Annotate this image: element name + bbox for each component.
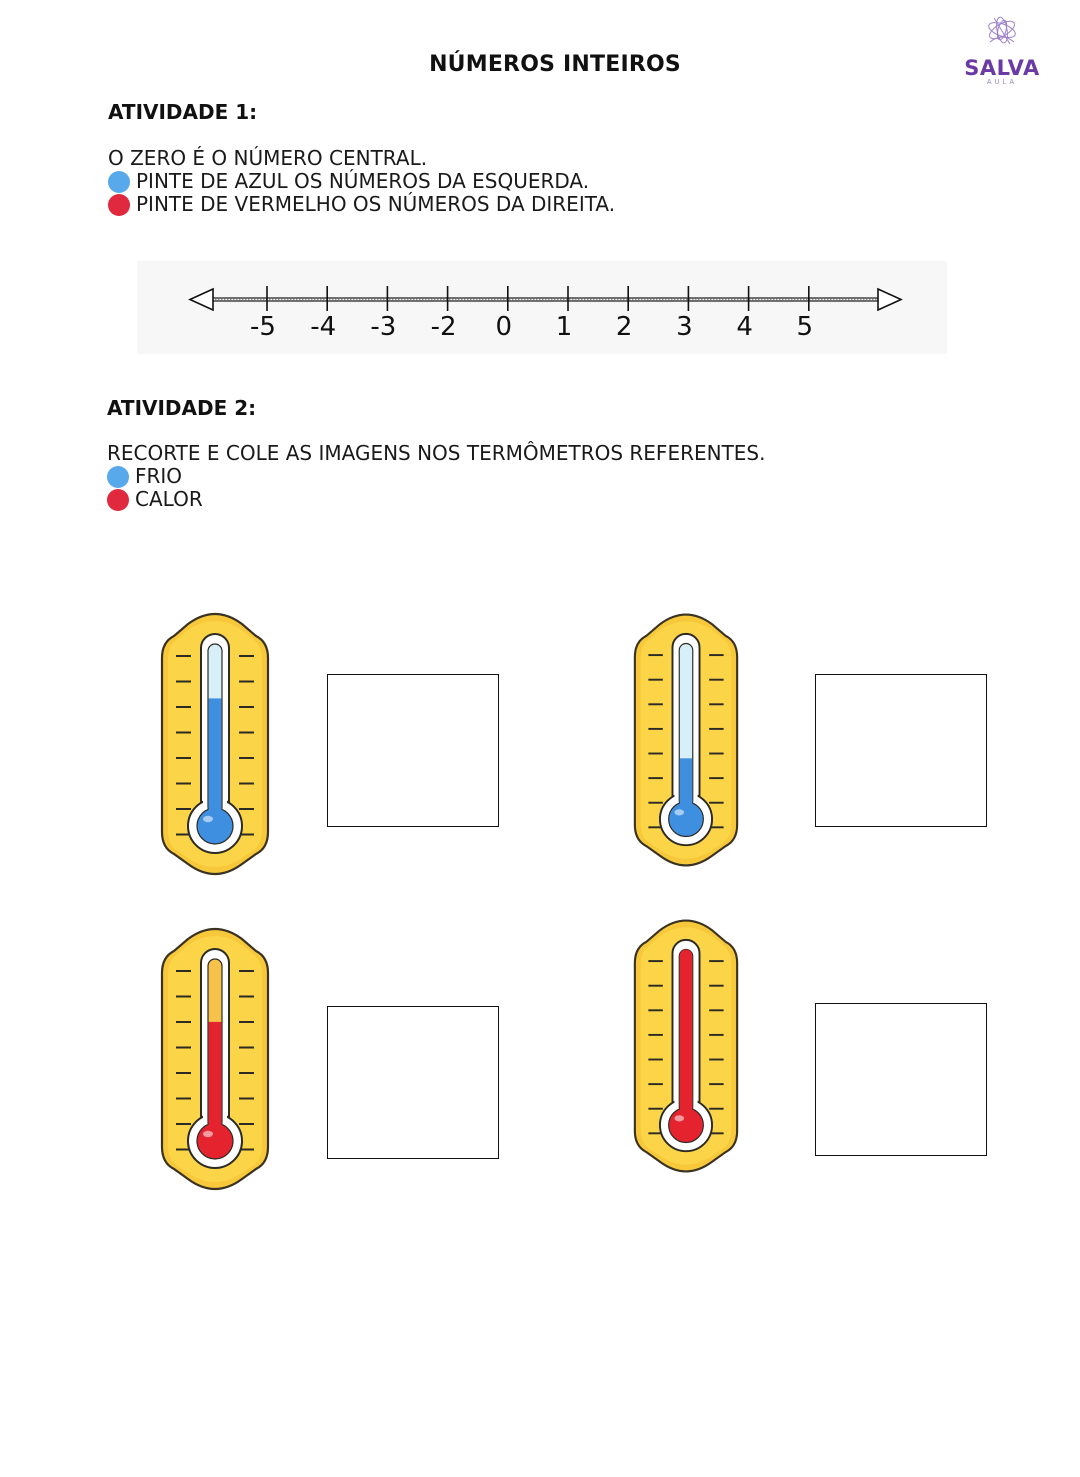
- activity2-intro-text: RECORTE E COLE AS IMAGENS NOS TERMÔMETROS REFERENTES.: [107, 441, 766, 465]
- right-arrow-icon: [878, 289, 901, 310]
- thermometer-icon: [631, 610, 741, 870]
- thermometer-icon: [631, 907, 741, 1185]
- thermometer-liquid: [209, 698, 222, 820]
- instruction-red-text: PINTE DE VERMELHO OS NÚMEROS DA DIREITA.: [136, 192, 616, 216]
- logo-subtitle: AULA: [986, 79, 1018, 86]
- flower-icon: [948, 10, 1056, 60]
- instruction-blue: [108, 170, 589, 193]
- number-line-label: 2: [615, 312, 633, 342]
- number-line-label: 1: [555, 312, 573, 342]
- legend-frio-text: FRIO: [135, 464, 183, 488]
- number-line: [137, 261, 947, 354]
- activity2-heading: ATIVIDADE 2:: [107, 396, 257, 420]
- blue-dot-icon: [107, 466, 129, 488]
- thermometer-liquid: [680, 950, 692, 1120]
- activity1-heading: ATIVIDADE 1:: [108, 100, 258, 124]
- legend-calor: [107, 488, 203, 511]
- left-arrow-icon: [190, 289, 213, 310]
- answer-box-1[interactable]: [327, 674, 499, 827]
- number-line-label: -5: [250, 312, 276, 342]
- answer-box-4[interactable]: [815, 1003, 987, 1156]
- red-dot-icon: [107, 489, 129, 511]
- salva-aula-logo: [948, 10, 1056, 94]
- answer-box-3[interactable]: [327, 1006, 499, 1159]
- red-dot-icon: [108, 194, 130, 216]
- logo-word: SALVA: [964, 56, 1040, 80]
- number-line-label: 4: [736, 312, 753, 342]
- legend-frio: [107, 465, 182, 488]
- thermometer-icon: [158, 915, 272, 1203]
- legend-calor-text: CALOR: [135, 487, 203, 511]
- activity1-intro-text: O ZERO É O NÚMERO CENTRAL.: [108, 146, 428, 170]
- number-line-label: 3: [676, 312, 693, 342]
- number-line-label: 5: [796, 312, 814, 342]
- blue-dot-icon: [108, 171, 130, 193]
- number-line-label: -3: [370, 312, 397, 342]
- answer-box-2[interactable]: [815, 674, 987, 827]
- number-line-label: 0: [495, 312, 513, 342]
- thermometer-icon: [158, 610, 272, 878]
- activity2-intro: [107, 442, 765, 465]
- thermometer-liquid: [209, 1022, 222, 1135]
- activity1-intro: [108, 147, 427, 170]
- page-title: NÚMEROS INTEIROS: [429, 52, 681, 77]
- number-line-label: -4: [310, 312, 337, 342]
- instruction-blue-text: PINTE DE AZUL OS NÚMEROS DA ESQUERDA.: [136, 169, 590, 193]
- number-line-label: -2: [430, 312, 457, 342]
- instruction-red: [108, 193, 615, 216]
- number-line-svg: [137, 261, 947, 354]
